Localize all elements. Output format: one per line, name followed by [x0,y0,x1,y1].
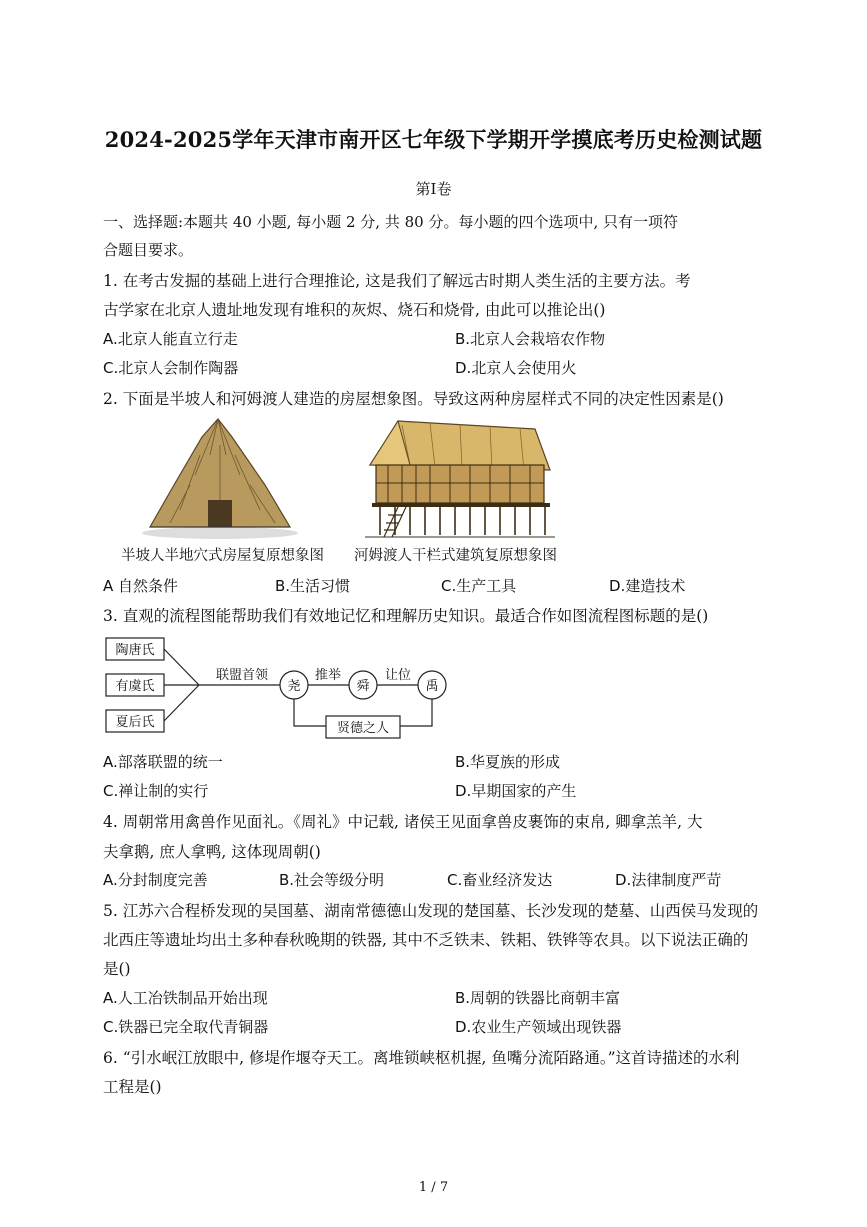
tribe-xiahou: 夏后氏 [115,715,155,730]
q2-option-b: B.生活习惯 [275,577,351,595]
tribe-taotang: 陶唐氏 [115,643,155,658]
q4-stem-line-1: 4. 周朝常用禽兽作见面礼。《周礼》中记载, 诸侯王见面拿兽皮裹饰的束帛, 卿拿羔羊, 大 [103,813,703,831]
q6-stem-line-2: 工程是() [103,1078,162,1096]
q4-stem-line-2: 夫拿鹅, 庶人拿鸭, 这体现周朝() [103,843,321,861]
alliance-label: 联盟首领 [215,668,269,683]
banpo-hut-image [142,419,298,539]
q5-option-b: B.周朝的铁器比商朝丰富 [455,989,621,1007]
q2-option-a: A 自然条件 [103,577,179,595]
q6-stem-line-1: 6. “引水岷江放眼中, 修堤作堰夺天工。离堆锁峡枢机握, 鱼嘴分流陌路通。”这首诗描述的水利 [103,1049,740,1067]
q3-stem: 3. 直观的流程图能帮助我们有效地记忆和理解历史知识。最适合作如图流程图标题的是() [103,607,709,625]
tribe-youyu: 有虞氏 [115,679,155,694]
q4-option-b: B.社会等级分明 [279,871,385,889]
yao-label: 尧 [287,679,301,694]
q5-option-c: C.铁器已完全取代青铜器 [103,1018,269,1036]
q4-option-a: A.分封制度完善 [103,871,208,889]
q4-option-c: C.畜业经济发达 [447,871,553,889]
shanrang-flowchart [104,634,464,746]
q5-stem-line-3: 是() [103,960,131,978]
instructions-line-1: 一、选择题:本题共 40 小题, 每小题 2 分, 共 80 分。每小题的四个选项中, 只有一项符 [103,213,678,231]
hemudu-stilt-house-image [365,421,555,537]
q5-stem-line-2: 北西庄等遗址均出土多种春秋晚期的铁器, 其中不乏铁耒、铁耜、铁铧等农具。以下说法正确的 [103,931,749,949]
recommend-label: 推举 [314,668,342,683]
instructions-line-2: 合题目要求。 [103,241,194,259]
abdicate-label: 让位 [384,668,412,683]
q3-option-a: A.部落联盟的统一 [103,753,223,771]
q5-option-a: A.人工冶铁制品开始出现 [103,989,268,1007]
banpo-caption: 半坡人半地穴式房屋复原想象图 [121,548,324,564]
volume-label: 第I卷 [415,180,452,198]
yu-label: 禹 [425,679,439,694]
page-title: 2024-2025学年天津市南开区七年级下学期开学摸底考历史检测试题 [104,127,763,152]
shun-label: 舜 [356,679,370,694]
q2-option-c: C.生产工具 [441,577,517,595]
hemudu-caption: 河姆渡人干栏式建筑复原想象图 [354,548,557,564]
houses-illustration [140,415,560,545]
q1-option-b: B.北京人会栽培农作物 [455,330,606,348]
q1-stem-line-1: 1. 在考古发掘的基础上进行合理推论, 这是我们了解远古时期人类生活的主要方法。考 [103,272,691,290]
q3-option-d: D.早期国家的产生 [455,782,577,800]
tribe-connector-lines [164,649,199,721]
virtuous-label: 贤德之人 [336,721,390,736]
q1-option-a: A.北京人能直立行走 [103,330,238,348]
q2-stem: 2. 下面是半坡人和河姆渡人建造的房屋想象图。导致这两种房屋样式不同的决定性因素是() [103,390,724,408]
q5-option-d: D.农业生产领域出现铁器 [455,1018,622,1036]
page-number: 1 / 7 [418,1180,449,1195]
q1-option-c: C.北京人会制作陶器 [103,359,239,377]
q3-option-b: B.华夏族的形成 [455,753,561,771]
q1-stem-line-2: 古学家在北京人遗址地发现有堆积的灰烬、烧石和烧骨, 由此可以推论出() [103,301,606,319]
q4-option-d: D.法律制度严苛 [615,871,722,889]
q2-option-d: D.建造技术 [609,577,686,595]
q1-option-d: D.北京人会使用火 [455,359,577,377]
q5-stem-line-1: 5. 江苏六合程桥发现的吴国墓、湖南常德德山发现的楚国墓、长沙发现的楚墓、山西侯马发现的 [103,902,759,920]
q3-option-c: C.禅让制的实行 [103,782,209,800]
